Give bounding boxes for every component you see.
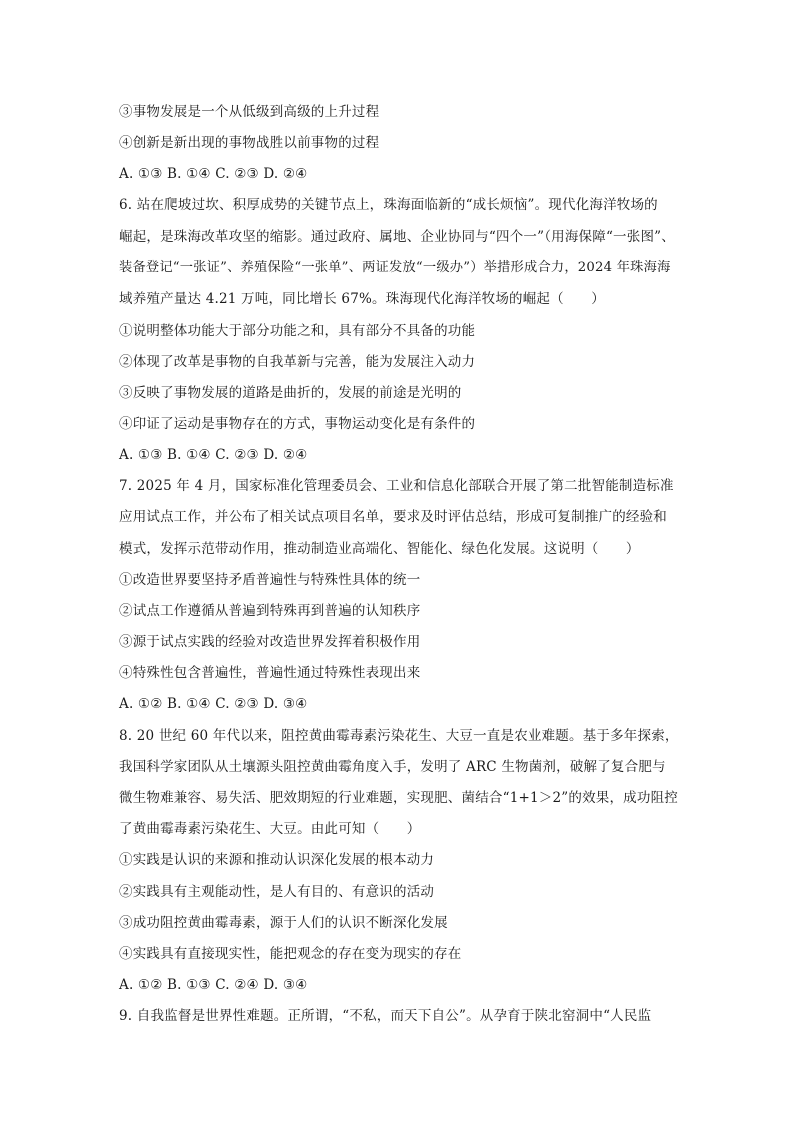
answer-options: A. ①② B. ①③ C. ②④ D. ③④ xyxy=(119,977,308,993)
question-8-text: 我国科学家团队从土壤源头阻控黄曲霉角度入手，发明了 ARC 生物菌剂，破解了复合肥与 xyxy=(119,759,666,775)
answer-options: A. ①③ B. ①④ C. ②③ D. ②④ xyxy=(119,166,308,182)
option-statement: ③反映了事物发展的道路是曲折的，发展的前途是光明的 xyxy=(119,385,462,401)
option-statement: ①改造世界要坚持矛盾普遍性与特殊性具体的统一 xyxy=(119,572,421,588)
answer-options: A. ①② B. ①④ C. ②③ D. ③④ xyxy=(119,696,308,712)
option-statement: ④印证了运动是事物存在的方式，事物运动变化是有条件的 xyxy=(119,416,476,432)
option-statement: ③成功阻控黄曲霉毒素，源于人们的认识不断深化发展 xyxy=(119,915,448,931)
question-7-text: 模式，发挥示范带动作用，推动制造业高端化、智能化、绿色化发展。这说明（ ） xyxy=(119,541,640,557)
question-7-text: 应用试点工作，并公布了相关试点项目名单，要求及时评估总结，形成可复制推广的经验和 xyxy=(119,509,667,525)
answer-options: A. ①③ B. ①④ C. ②③ D. ②④ xyxy=(119,447,308,463)
option-statement: ②试点工作遵循从普遍到特殊再到普遍的认知秩序 xyxy=(119,603,421,619)
question-6-text: 域养殖产量达 4.21 万吨，同比增长 67%。珠海现代化海洋牧场的崛起（ ） xyxy=(119,291,605,307)
option-statement: ①说明整体功能大于部分功能之和，具有部分不具备的功能 xyxy=(119,323,476,339)
question-8-text: 了黄曲霉毒素污染花生、大豆。由此可知（ ） xyxy=(119,821,421,837)
question-9-text: 9. 自我监督是世界性难题。正所谓，“不私，而天下自公”。从孕育于陕北窑洞中“人民监 xyxy=(119,1008,652,1024)
question-8-text: 8. 20 世纪 60 年代以来，阻控黄曲霉毒素污染花生、大豆一直是农业难题。基于多年探索， xyxy=(119,728,679,744)
option-statement: ③源于试点实践的经验对改造世界发挥着积极作用 xyxy=(119,634,421,650)
question-6-text: 6. 站在爬坡过坎、积厚成势的关键节点上，珠海面临新的“成长烦恼”。现代化海洋牧场的 xyxy=(119,197,658,213)
question-8-text: 微生物难兼容、易失活、肥效期短的行业难题，实现肥、菌结合“1+1＞2”的效果，成功阻控 xyxy=(119,790,678,806)
option-statement: ②实践具有主观能动性，是人有目的、有意识的活动 xyxy=(119,884,435,900)
option-statement: ④实践具有直接现实性，能把观念的存在变为现实的存在 xyxy=(119,946,462,962)
text-line: ③事物发展是一个从低级到高级的上升过程 xyxy=(119,104,380,120)
option-statement: ④特殊性包含普遍性，普遍性通过特殊性表现出来 xyxy=(119,665,421,681)
question-6-text: 崛起，是珠海改革攻坚的缩影。通过政府、属地、企业协同与“四个一”（用海保障“一张图”、 xyxy=(119,229,675,245)
question-6-text: 装备登记“一张证”、养殖保险“一张单”、两证发放“一级办”）举措形成合力，2024 年珠海海 xyxy=(119,260,671,275)
option-statement: ②体现了改革是事物的自我革新与完善，能为发展注入动力 xyxy=(119,354,476,370)
text-line: ④创新是新出现的事物战胜以前事物的过程 xyxy=(119,135,380,151)
option-statement: ①实践是认识的来源和推动认识深化发展的根本动力 xyxy=(119,852,435,868)
question-7-text: 7. 2025 年 4 月，国家标准化管理委员会、工业和信息化部联合开展了第二批智能制造标准 xyxy=(119,478,674,494)
